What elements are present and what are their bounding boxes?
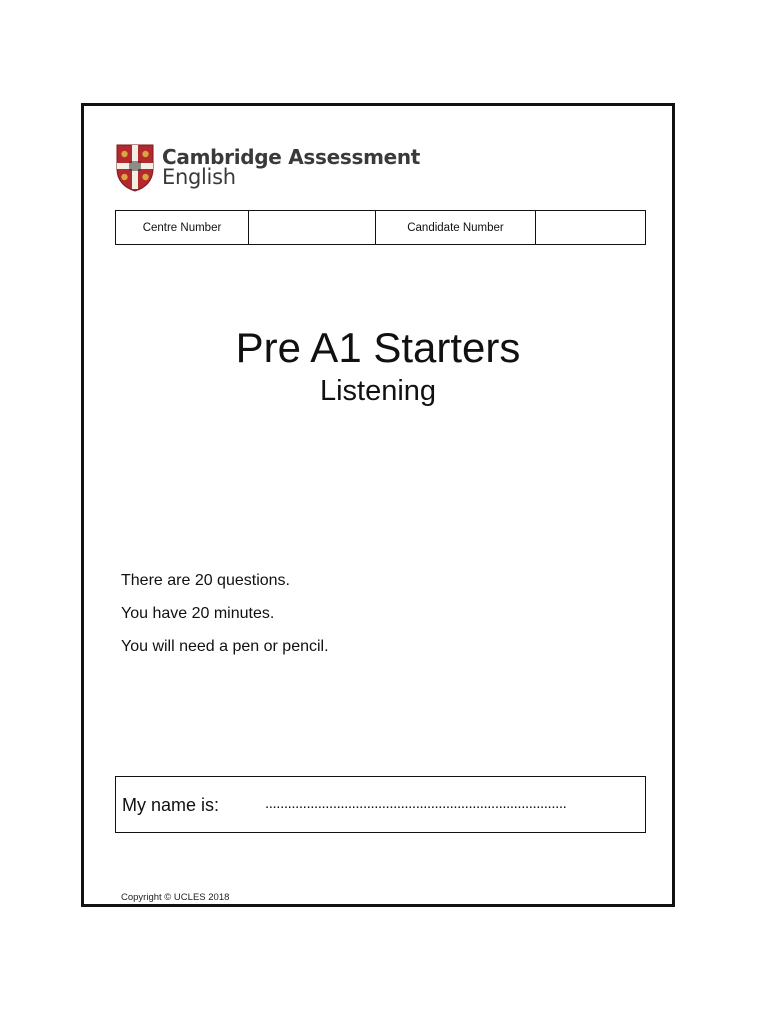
- centre-number-field[interactable]: [249, 211, 376, 245]
- centre-number-label: Centre Number: [116, 211, 249, 245]
- instruction-line: You will need a pen or pencil.: [121, 638, 329, 655]
- brand-subname: English: [162, 165, 236, 190]
- candidate-number-field[interactable]: [536, 211, 646, 245]
- instructions-list: [121, 572, 329, 671]
- instruction-line: There are 20 questions.: [121, 572, 290, 589]
- name-write-line[interactable]: ................................................................................: [265, 795, 567, 812]
- instruction-line: You have 20 minutes.: [121, 605, 275, 622]
- cambridge-shield-icon: [115, 143, 155, 193]
- name-box: [115, 776, 646, 833]
- exam-cover-page: [81, 103, 675, 907]
- cambridge-logo: [115, 143, 420, 193]
- exam-title: Pre A1 Starters: [235, 324, 521, 371]
- exam-subtitle: Listening: [319, 375, 437, 407]
- name-label: My name is:: [122, 795, 220, 815]
- copyright-notice: Copyright © UCLES 2018: [121, 892, 230, 903]
- candidate-numbers-table: [115, 210, 646, 245]
- candidate-number-label: Candidate Number: [376, 211, 536, 245]
- brand-name: Cambridge Assessment: [162, 145, 421, 170]
